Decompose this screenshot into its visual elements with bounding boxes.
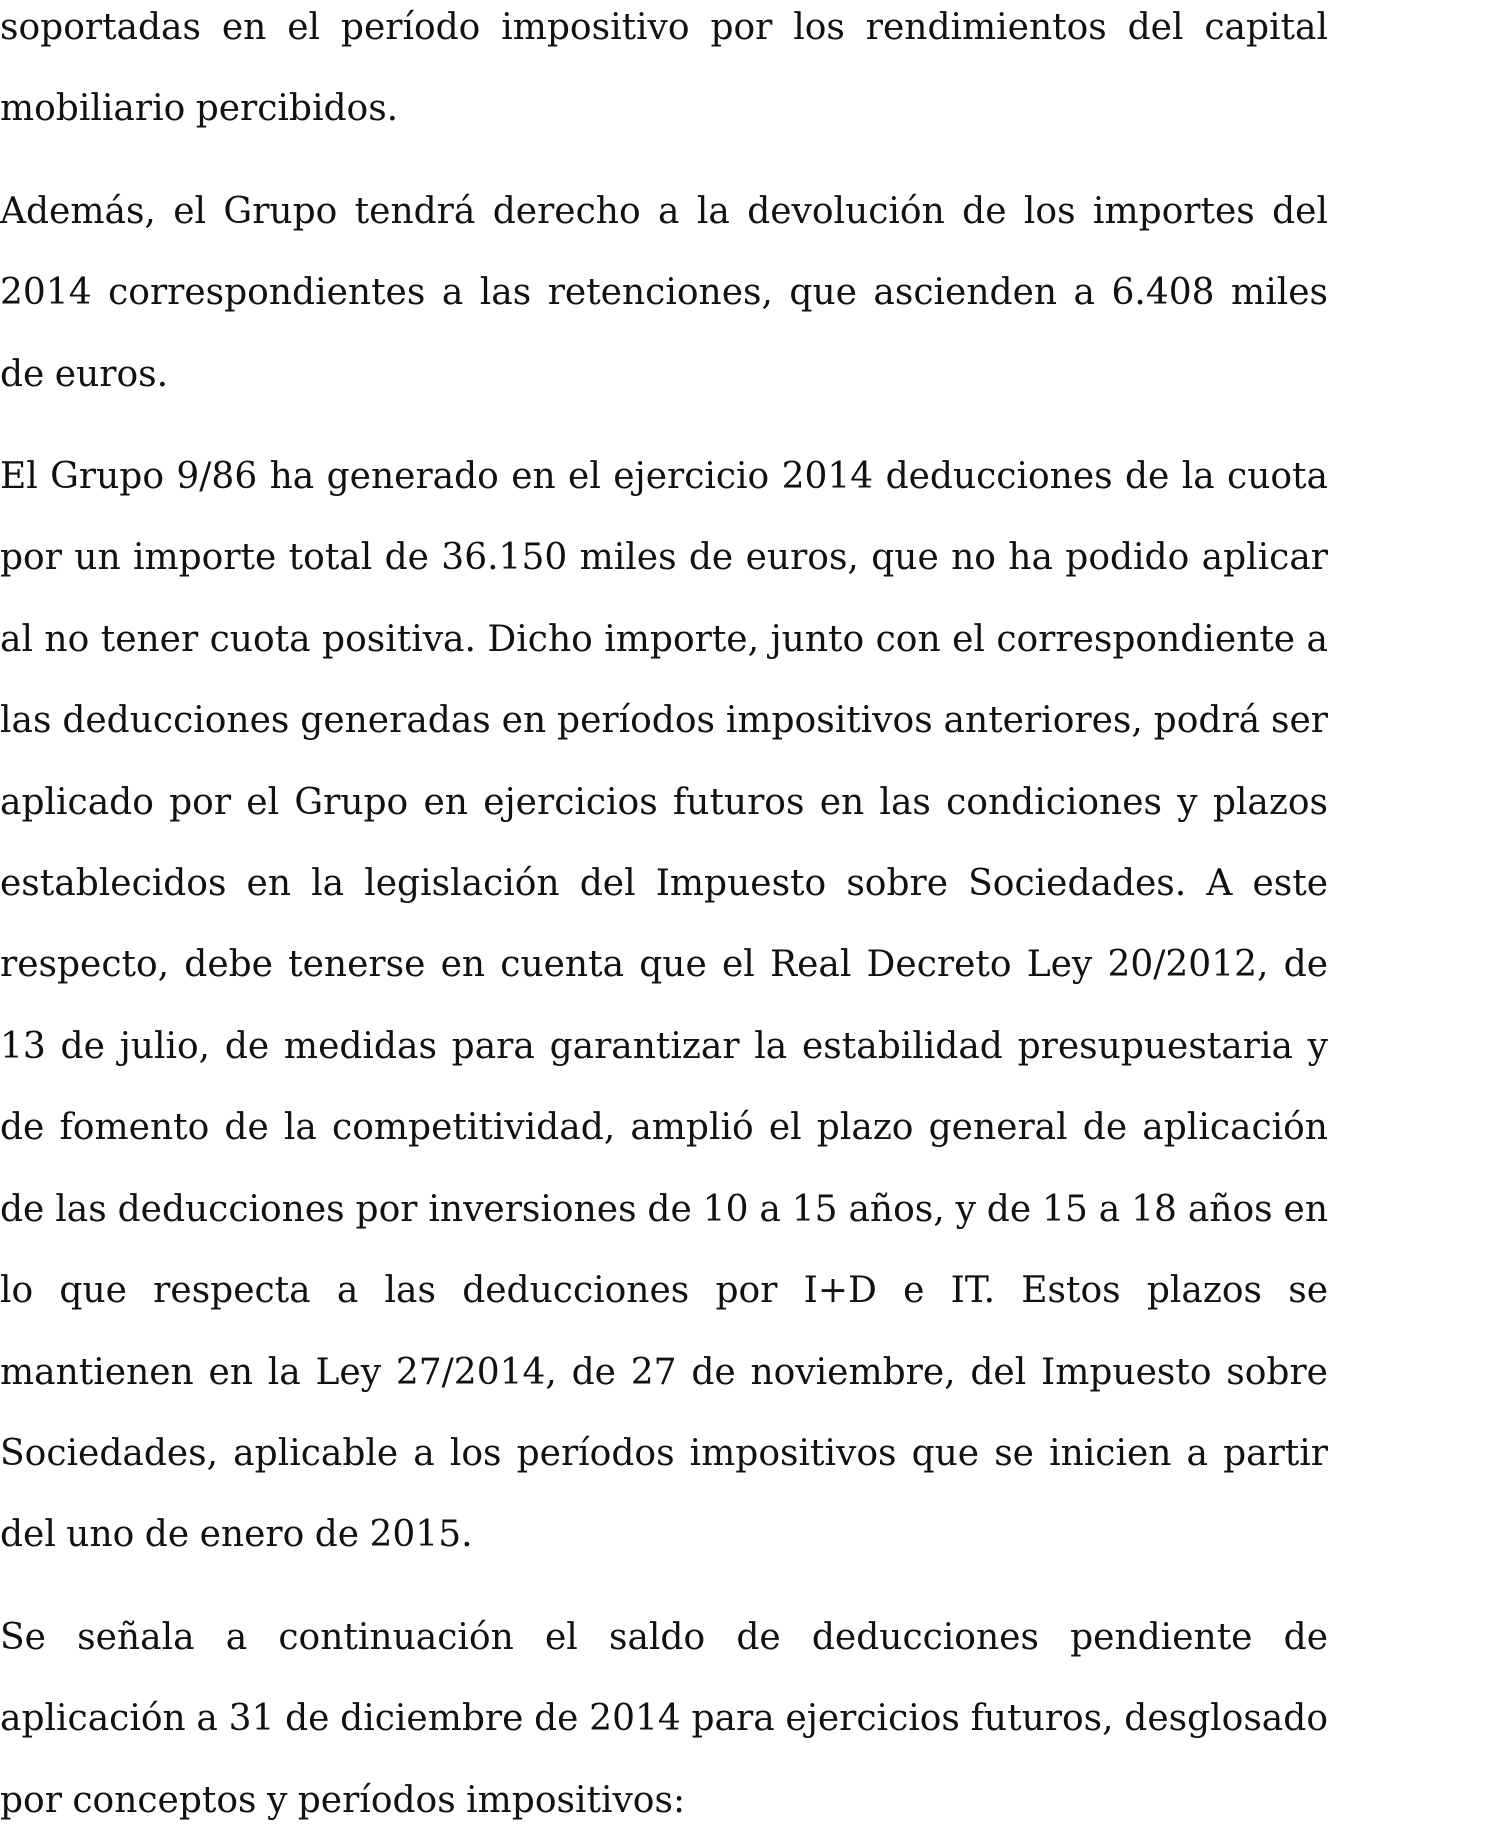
paragraph-pending-deductions: Se señala a continuación el saldo de deducciones pendiente de aplicación a 31 de diciembre de 2014 para ejercicios futuros, desglosado por conceptos y períodos impositivos: (0, 1616, 1328, 1821)
paragraph-capital-income: soportadas en el período impositivo por los rendimientos del capital mobiliario percibidos. (0, 7, 1328, 130)
paragraph-deductions-generated: El Grupo 9/86 ha generado en el ejercicio 2014 deducciones de la cuota por un importe total de 36.150 miles de euros, que no ha podido aplicar al no tener cuota positiva. Dicho importe, junto con el correspondiente a las deducciones generadas en períodos impositivos anteriores, podrá ser aplicado por el Grupo en ejercicios futuros en las condiciones y plazos establecidos en la legislación del Impuesto sobre Sociedades. A este respecto, debe tenerse en cuenta que el Real Decreto Ley 20/2012, de 13 de julio, de medidas para garantizar la estabilidad presupuestaria y de fomento de la competitividad, amplió el plazo general de aplicación de las deducciones por inversiones de 10 a 15 años, y de 15 a 18 años en lo que respecta a las deducciones por I+D e IT. Estos plazos se mantienen en la Ley 27/2014, de 27 de noviembre, del Impuesto sobre Sociedades, aplicable a los períodos impositivos que se inicien a partir del uno de enero de 2015. (0, 456, 1328, 1556)
paragraph-withholding-refund: Además, el Grupo tendrá derecho a la devolución de los importes del 2014 correspondientes a las retenciones, que ascienden a 6.408 miles de euros. (0, 190, 1328, 395)
